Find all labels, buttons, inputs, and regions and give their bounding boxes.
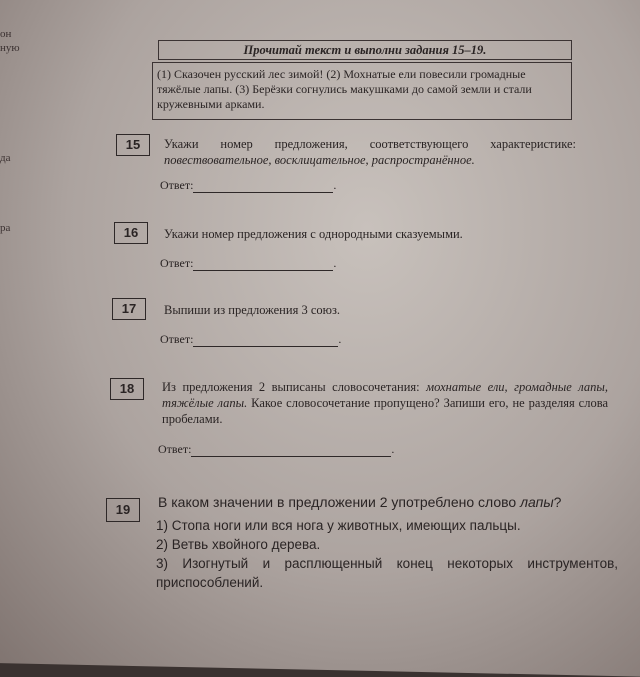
option-2[interactable]: 2) Ветвь хвойного дерева. [156, 537, 321, 552]
section-header: Прочитай текст и выполни задания 15–19. [158, 40, 572, 60]
question-17-text: Выпиши из предложения 3 союз. [164, 303, 341, 317]
margin-text: он [0, 28, 12, 40]
question-number-18: 18 [110, 378, 144, 400]
question-18-italic: мохнатые ели, громадные лапы, тяжёлые лапы. [162, 380, 608, 410]
answer-label: Ответ: [158, 442, 192, 456]
answer-label: Ответ: [160, 178, 194, 192]
question-15-prompt: Укажи номер предложения, соответствующего характеристике: [164, 137, 576, 151]
question-19-prompt-b: ? [553, 494, 562, 510]
question-19-options [156, 516, 618, 592]
margin-text: ра [0, 222, 11, 234]
option-1[interactable]: 1) Стопа ноги или вся нога у животных, имеющих пальцы. [156, 518, 521, 533]
answer-16: Ответ: . [160, 256, 337, 270]
question-number-15: 15 [116, 134, 150, 156]
question-15-italic: повествовательное, восклицательное, распространённое. [164, 153, 475, 167]
margin-text: ную [0, 42, 20, 54]
question-19-italic: лапы [520, 494, 554, 510]
answer-line-18[interactable] [191, 444, 391, 457]
answer-label: Ответ: [160, 332, 194, 346]
answer-18: Ответ: . [158, 442, 395, 456]
reading-passage: (1) Сказочен русский лес зимой! (2) Мохнатые ели повесили громадные тяжёлые лапы. (3) Берёзки согнулись макушками до самой земли и стали кружевными арками. [152, 62, 572, 120]
question-18-text [162, 379, 608, 427]
question-number-19: 19 [106, 498, 140, 522]
left-margin-fragments [0, 0, 22, 640]
question-16-text: Укажи номер предложения с однородными сказуемыми. [164, 227, 463, 241]
question-19-text [158, 494, 618, 510]
question-15-text [164, 136, 576, 168]
question-19-prompt-a: В каком значении в предложении 2 употреблено слово [158, 494, 517, 510]
question-number-17: 17 [112, 298, 146, 320]
answer-line-17[interactable] [193, 334, 338, 347]
answer-line-16[interactable] [193, 258, 333, 271]
option-3[interactable]: 3) Изогнутый и расплющенный конец некоторых инструментов, приспособлений. [156, 556, 618, 590]
answer-15: Ответ: . [160, 178, 337, 192]
question-number-16: 16 [114, 222, 148, 244]
answer-17: Ответ: . [160, 332, 342, 346]
answer-line-15[interactable] [193, 180, 333, 193]
margin-text: да [0, 152, 11, 164]
answer-label: Ответ: [160, 256, 194, 270]
question-18-prompt-a: Из предложения 2 выписаны словосочетания: [162, 380, 420, 394]
question-18-prompt-b: Какое словосочетание пропущено? Запиши его, не разделяя слова пробелами. [162, 396, 608, 426]
